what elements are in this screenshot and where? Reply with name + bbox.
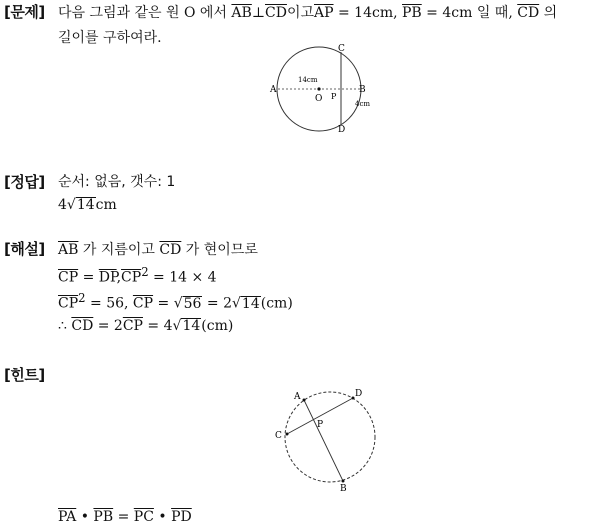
- point-a-label: A: [294, 392, 301, 402]
- point-b: [342, 480, 345, 483]
- explanation-line-4: ∴ $\overline{CD} = 2\overline{CP} = 4√14(cm)$: [58, 318, 234, 334]
- comma: ,: [116, 269, 122, 286]
- point-c-label: C: [275, 431, 282, 441]
- center-o-label: O: [315, 94, 323, 104]
- explanation-line-1: [58, 239, 258, 259]
- equals: =: [113, 509, 134, 525]
- explanation-text: 가 현이므로: [181, 242, 258, 258]
- segment-cd: $\overline{CD}$: [517, 5, 540, 21]
- exponent: 2: [141, 265, 149, 279]
- problem-figure: [265, 42, 390, 137]
- radicand: 14: [241, 295, 260, 312]
- point-b-label: B: [359, 85, 366, 95]
- hint-formula: [58, 509, 192, 525]
- multiply-dot: •: [76, 509, 94, 525]
- therefore-symbol: ∴: [58, 318, 72, 334]
- unit: (cm): [201, 318, 234, 334]
- point-d-label: D: [338, 125, 346, 135]
- problem-line-1: [58, 2, 557, 22]
- explanation-text: 가 지름이고: [78, 242, 160, 258]
- problem-text: 이고: [286, 5, 314, 21]
- hint-circle: [285, 392, 375, 482]
- segment-cp: $\overline{CP}$: [122, 318, 143, 334]
- hint-label: [힌트]: [4, 366, 45, 384]
- answer-unit: cm: [95, 197, 117, 213]
- point-a: [303, 399, 306, 402]
- segment-cd: $\overline{CD}$: [265, 5, 287, 21]
- problem-text: 의: [539, 5, 558, 21]
- point-p-label: P: [317, 420, 324, 430]
- explanation-text: = 2: [202, 295, 232, 312]
- point-b-label: B: [340, 484, 347, 494]
- equals: =: [153, 295, 174, 312]
- segment-ab: $\overline{AB}$: [58, 242, 79, 258]
- segment-ab: $\overline{AB}$: [231, 5, 252, 21]
- answer-radicand: 14: [76, 197, 95, 213]
- ap-length-label: 14cm: [298, 76, 318, 84]
- equals: = 4: [142, 318, 173, 334]
- multiply-dot: •: [153, 509, 172, 525]
- segment-pb: $\overline{PB}$: [93, 509, 114, 525]
- segment-cp: $\overline{CP}$: [121, 269, 142, 286]
- radicand: 56: [183, 295, 202, 312]
- point-c: [286, 433, 289, 436]
- explanation-text: = 2: [93, 318, 123, 334]
- answer-meta: 순서: 없음, 갯수: 1: [58, 174, 176, 190]
- segment-dp: $\overline{DP}$: [98, 269, 117, 286]
- segment-cd: $\overline{CD}$: [159, 242, 182, 258]
- point-d-label: D: [355, 389, 363, 399]
- segment-ap: $\overline{AP}$: [314, 5, 334, 21]
- pb-length-label: 4cm: [355, 100, 371, 108]
- hint-figure: [270, 383, 385, 496]
- equals: =: [78, 269, 99, 286]
- segment-cd: $\overline{CD}$: [71, 318, 94, 334]
- segment-cp: $\overline{CP}$: [132, 295, 154, 312]
- exponent: 2: [78, 291, 86, 305]
- problem-text: 다음 그림과 같은 원 O 에서: [58, 5, 232, 21]
- radicand: 14: [182, 318, 201, 334]
- problem-label: [문제]: [4, 3, 45, 21]
- perpendicular-symbol: ⊥: [251, 5, 265, 21]
- explanation-label: [해설]: [4, 240, 45, 258]
- ap-value: = 14cm,: [333, 5, 402, 21]
- point-p-label: P: [331, 92, 337, 101]
- point-c-label: C: [338, 44, 345, 54]
- explanation-text: = 56,: [85, 295, 133, 312]
- pb-value: = 4cm 일 때,: [421, 5, 518, 21]
- center-point: [317, 87, 320, 90]
- segment-cp: $\overline{CP}$: [58, 269, 79, 286]
- point-a-label: A: [270, 85, 277, 95]
- answer-coefficient: 4: [58, 197, 67, 213]
- chord-ab: [304, 400, 343, 481]
- explanation-line-3: $\overline{CP}^2 = 56$, $\overline{CP} = √56 = 2√14(cm)$: [58, 291, 293, 312]
- unit: (cm): [260, 295, 293, 312]
- segment-pd: $\overline{PD}$: [171, 509, 192, 525]
- answer-value: 4√14cm: [58, 197, 117, 213]
- explanation-line-2: [58, 265, 217, 286]
- segment-pc: $\overline{PC}$: [133, 509, 154, 525]
- segment-cp: $\overline{CP}$: [58, 295, 79, 312]
- explanation-text: = 14 × 4: [148, 269, 217, 286]
- segment-pa: $\overline{PA}$: [58, 509, 77, 525]
- segment-pb: $\overline{PB}$: [402, 5, 422, 21]
- answer-label: [정답]: [4, 173, 45, 191]
- problem-line-2: 길이를 구하여라.: [58, 30, 162, 46]
